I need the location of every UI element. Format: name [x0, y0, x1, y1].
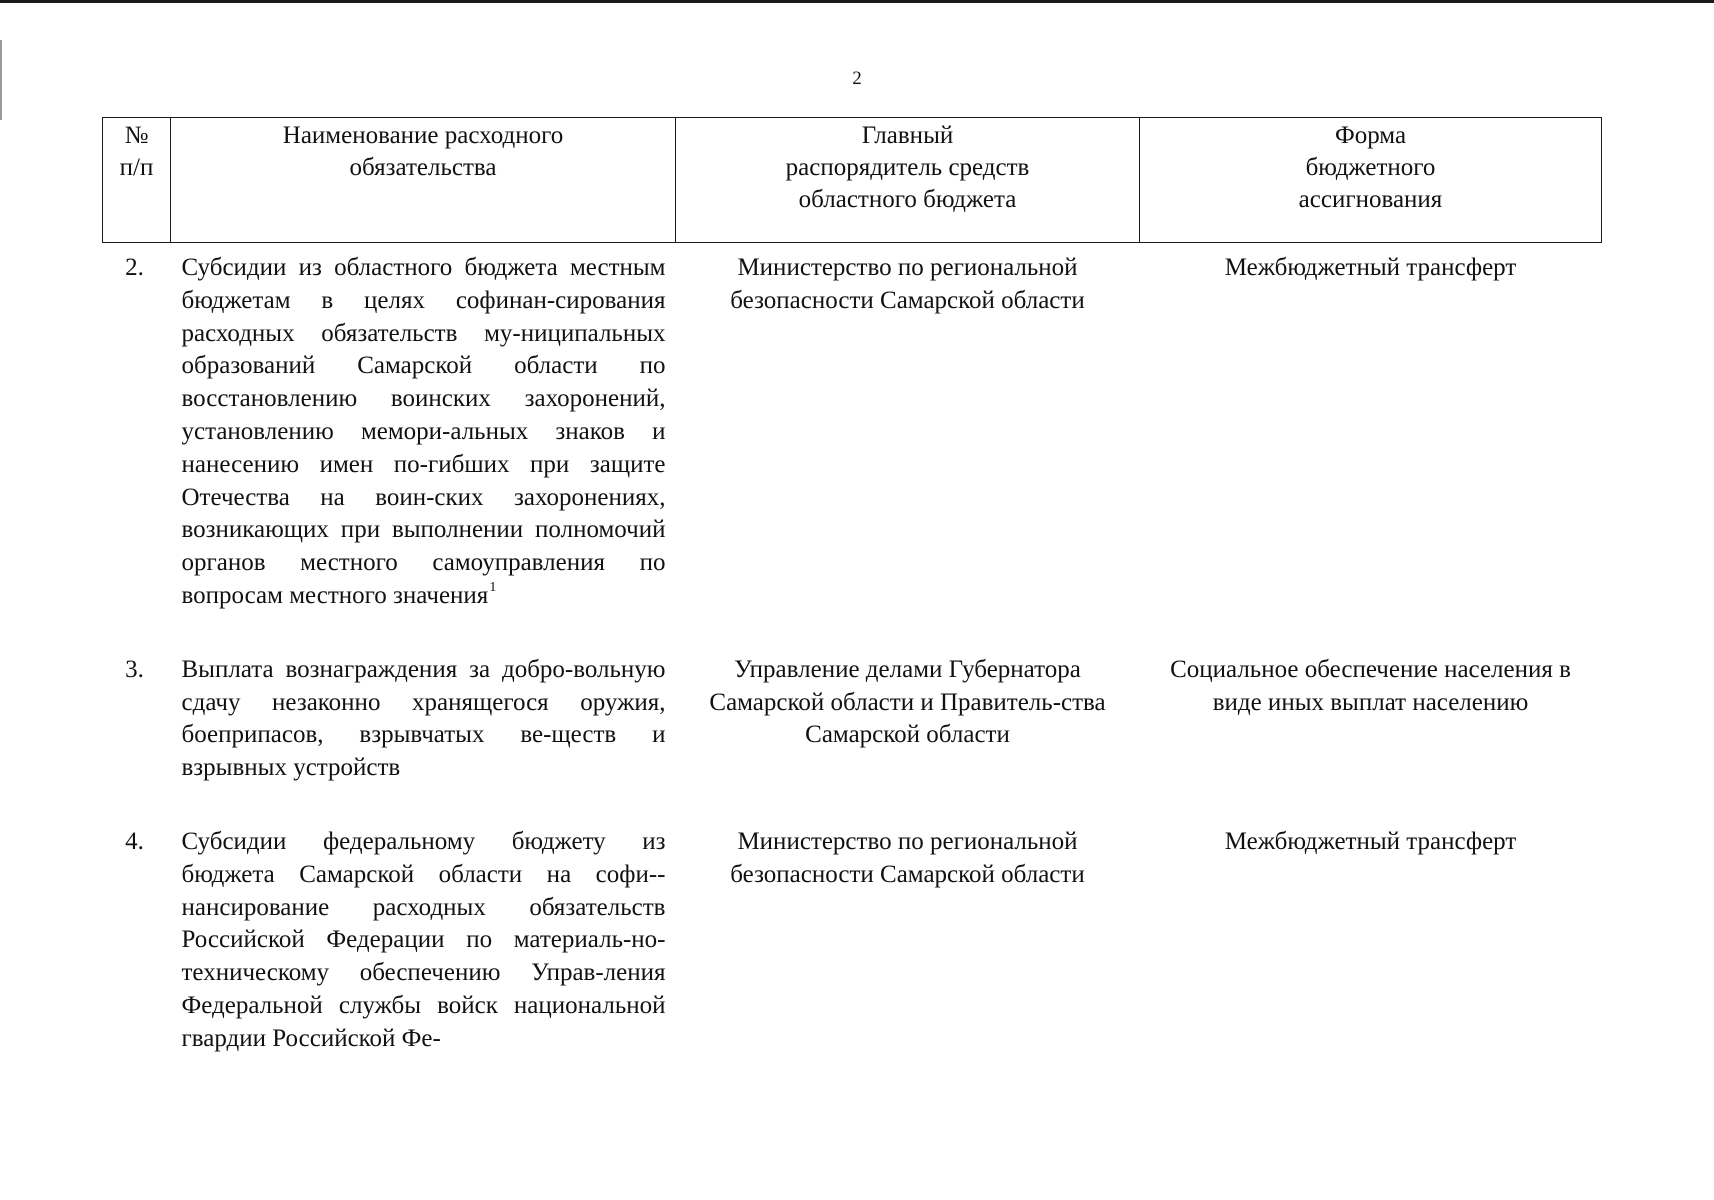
header-appropriation-form [1140, 118, 1602, 243]
row-appropriation-form: Социальное обеспечение населения в виде иных выплат населению [1170, 655, 1571, 716]
header-appropriation-form-text: Форма бюджетного ассигнования [1298, 122, 1443, 213]
row-appropriation-form: Межбюджетный трансферт [1224, 254, 1517, 281]
header-obligation-name-text: Наименование расходного обязательства [282, 122, 564, 181]
row-chief-manager: Министерство по региональной безопасности Самарской области [730, 254, 1085, 314]
table-row [103, 826, 1602, 1056]
header-chief-manager-text: Главный распорядитель средств областного бюджета [785, 122, 1030, 213]
appropriations-table [102, 117, 1602, 1056]
header-number-text: № п/п [119, 122, 154, 181]
table-header-row [103, 118, 1602, 243]
row-number: 4. [125, 827, 144, 855]
row-obligation-name: Выплата вознаграждения за добро-вольную сдачу незаконно хранящегося оружия, боеприпасов, взрывчатых ве-ществ и взрывных устройств [181, 655, 666, 782]
page-number: 2 [852, 68, 862, 89]
top-border-line [0, 0, 1714, 3]
row-obligation-name: Субсидии федеральному бюджету из бюджета Самарской области на софи-нансирование расходных обязательств Российской Федерации по материаль-но-техническому обеспечению Управ-ления Федеральной службы войск национальной гвардии Российской Фе- [181, 827, 666, 1052]
row-obligation-name [171, 243, 676, 654]
table-row [103, 654, 1602, 826]
row-number: 3. [125, 655, 144, 683]
table-row [103, 243, 1602, 654]
row-obligation-name-text: Субсидии из областного бюджета местным бюджетам в целях софинан-сирования расходных обязательств му-ниципальных образований Самарской области по восстановлению воинских захоронений, установлению мемори-альных знаков и нанесению имен по-гибших при защите Отечества на воин-ских захоронениях, возникающих при выполнении полномочий органов местного самоуправления по вопросам местного значения [181, 254, 666, 609]
header-number [103, 118, 171, 243]
row-chief-manager: Управление делами Губернатора Самарской области и Правитель-ства Самарской области [709, 655, 1106, 749]
footnote-marker: 1 [489, 579, 497, 595]
row-number: 2. [125, 254, 144, 281]
row-appropriation-form: Межбюджетный трансферт [1224, 827, 1517, 855]
row-chief-manager: Министерство по региональной безопасности Самарской области [730, 827, 1085, 888]
header-obligation-name [171, 118, 676, 243]
header-chief-manager [676, 118, 1140, 243]
